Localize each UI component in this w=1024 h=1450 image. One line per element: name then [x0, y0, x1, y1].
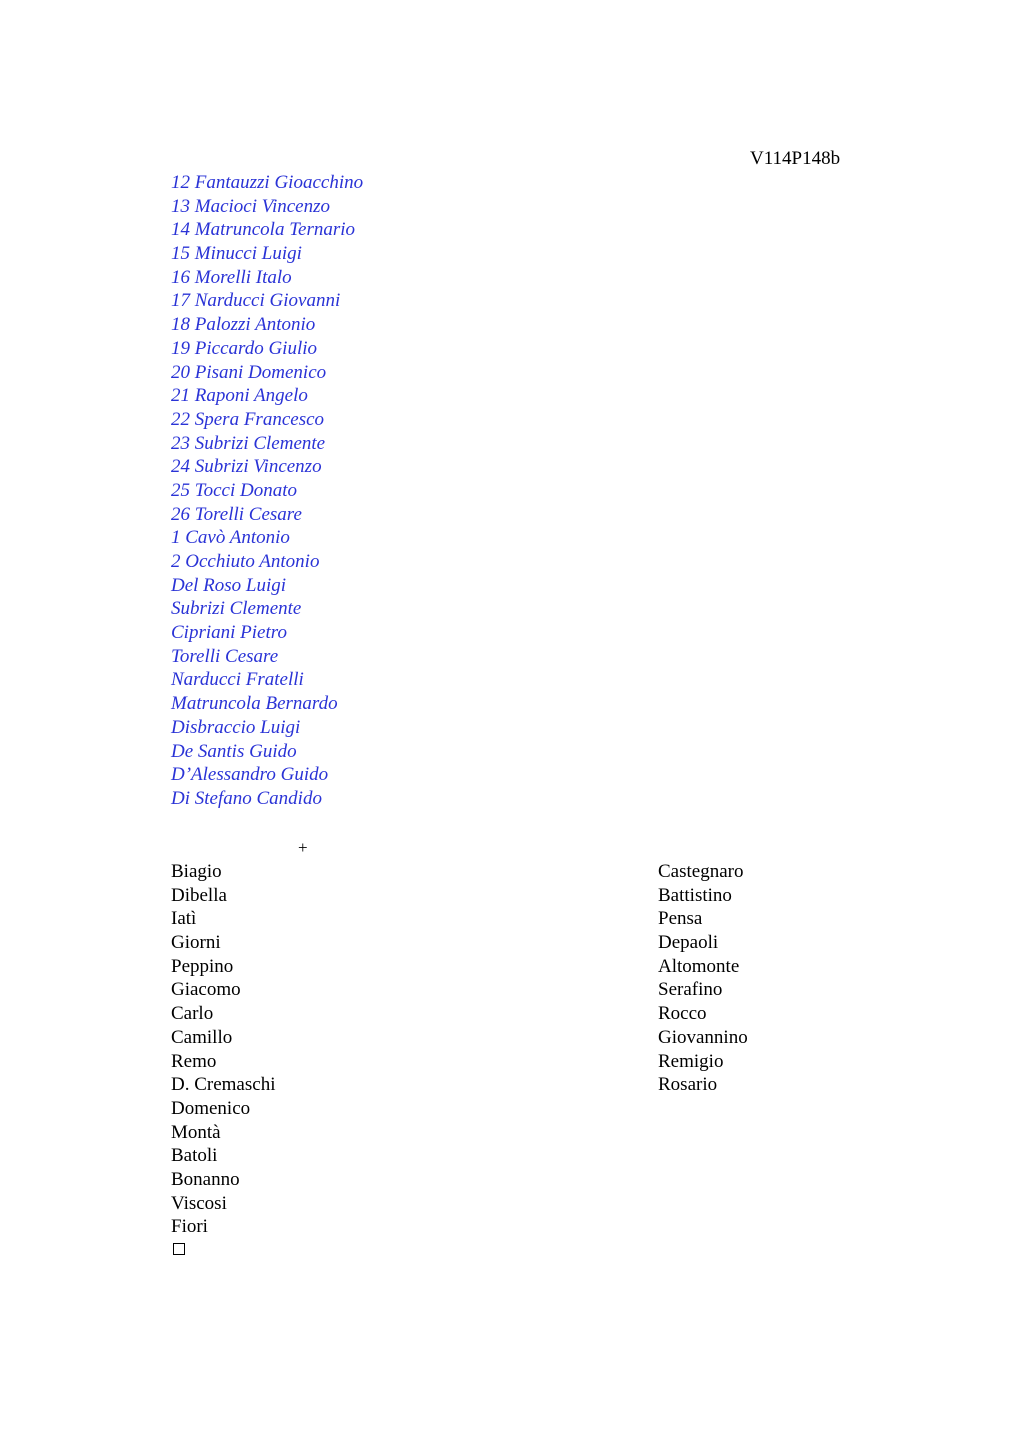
name-list-item: Fiori	[171, 1216, 208, 1238]
blue-list-item: 26 Torelli Cesare	[171, 503, 302, 525]
name-list-item: Dibella	[171, 884, 227, 906]
name-list-item: Domenico	[171, 1097, 251, 1119]
blue-list-item: 19 Piccardo Giulio	[171, 337, 317, 359]
blue-list-item: 17 Narducci Giovanni	[171, 290, 341, 312]
empty-square-icon	[173, 1243, 185, 1255]
name-list-item: Remo	[171, 1050, 217, 1072]
blue-list-item: Di Stefano Candido	[171, 787, 322, 809]
plus-separator: +	[298, 838, 308, 857]
blue-list-item: 18 Palozzi Antonio	[171, 314, 316, 336]
name-list-item: Camillo	[171, 1026, 233, 1048]
blue-list-item: Disbraccio Luigi	[171, 716, 301, 738]
blue-list-item: 13 Macioci Vincenzo	[171, 195, 330, 217]
left-name-column	[171, 860, 275, 1239]
name-list-item: Batoli	[171, 1145, 218, 1167]
blue-list-item: Matruncola Bernardo	[171, 693, 338, 715]
blue-list-item: 22 Spera Francesco	[171, 408, 325, 430]
blue-list-item: 2 Occhiuto Antonio	[171, 551, 320, 572]
name-list-item: Altomonte	[658, 955, 740, 977]
blue-list-item: 16 Morelli Italo	[171, 266, 292, 288]
name-list-item: Giovannino	[658, 1026, 748, 1048]
name-list-item: D. Cremaschi	[171, 1074, 276, 1096]
blue-list-item: Del Roso Luigi	[171, 574, 287, 596]
name-list-item: Rocco	[658, 1003, 707, 1025]
blue-list-item: 21 Raponi Angelo	[171, 385, 308, 407]
right-name-column	[658, 860, 748, 1097]
blue-list-item: Torelli Cesare	[171, 645, 279, 667]
page-identifier: V114P148b	[750, 148, 841, 169]
blue-list-item: 12 Fantauzzi Gioacchino	[171, 172, 364, 193]
blue-list-item: 25 Tocci Donato	[171, 479, 297, 501]
name-list-item: Viscosi	[171, 1192, 227, 1214]
blue-list-item: 24 Subrizi Vincenzo	[171, 456, 322, 478]
name-list-item: Remigio	[658, 1050, 724, 1072]
name-list-item: Battistino	[658, 884, 732, 906]
blue-list-item: 1 Cavò Antonio	[171, 527, 290, 549]
blue-list-item: Narducci Fratelli	[171, 669, 304, 691]
name-list-item: Pensa	[658, 908, 703, 930]
name-list-item: Giacomo	[171, 979, 241, 1001]
blue-list-item: Cipriani Pietro	[171, 622, 287, 644]
name-list-item: Montà	[171, 1121, 221, 1143]
blue-list-item: 20 Pisani Domenico	[171, 361, 327, 383]
name-list-item: Serafino	[658, 979, 723, 1001]
name-list-item: Rosario	[658, 1074, 718, 1096]
name-list-item: Biagio	[171, 861, 222, 882]
blue-list-item: Subrizi Clemente	[171, 598, 302, 620]
blue-list-item: 23 Subrizi Clemente	[171, 432, 326, 454]
name-list-item: Castegnaro	[658, 861, 744, 882]
name-list-item: Peppino	[171, 955, 234, 977]
blue-list-item: De Santis Guido	[171, 740, 297, 762]
name-list-item: Carlo	[171, 1003, 214, 1025]
name-list-item: Iatì	[171, 908, 197, 930]
blue-list-item: 14 Matruncola Ternario	[171, 219, 356, 241]
blue-list-item: D’Alessandro Guido	[171, 764, 329, 786]
name-list-item: Bonanno	[171, 1168, 240, 1190]
blue-list-item: 15 Minucci Luigi	[171, 243, 302, 265]
name-list-item: Giorni	[171, 932, 221, 954]
name-list-item: Depaoli	[658, 932, 719, 954]
blue-name-list	[171, 171, 363, 811]
